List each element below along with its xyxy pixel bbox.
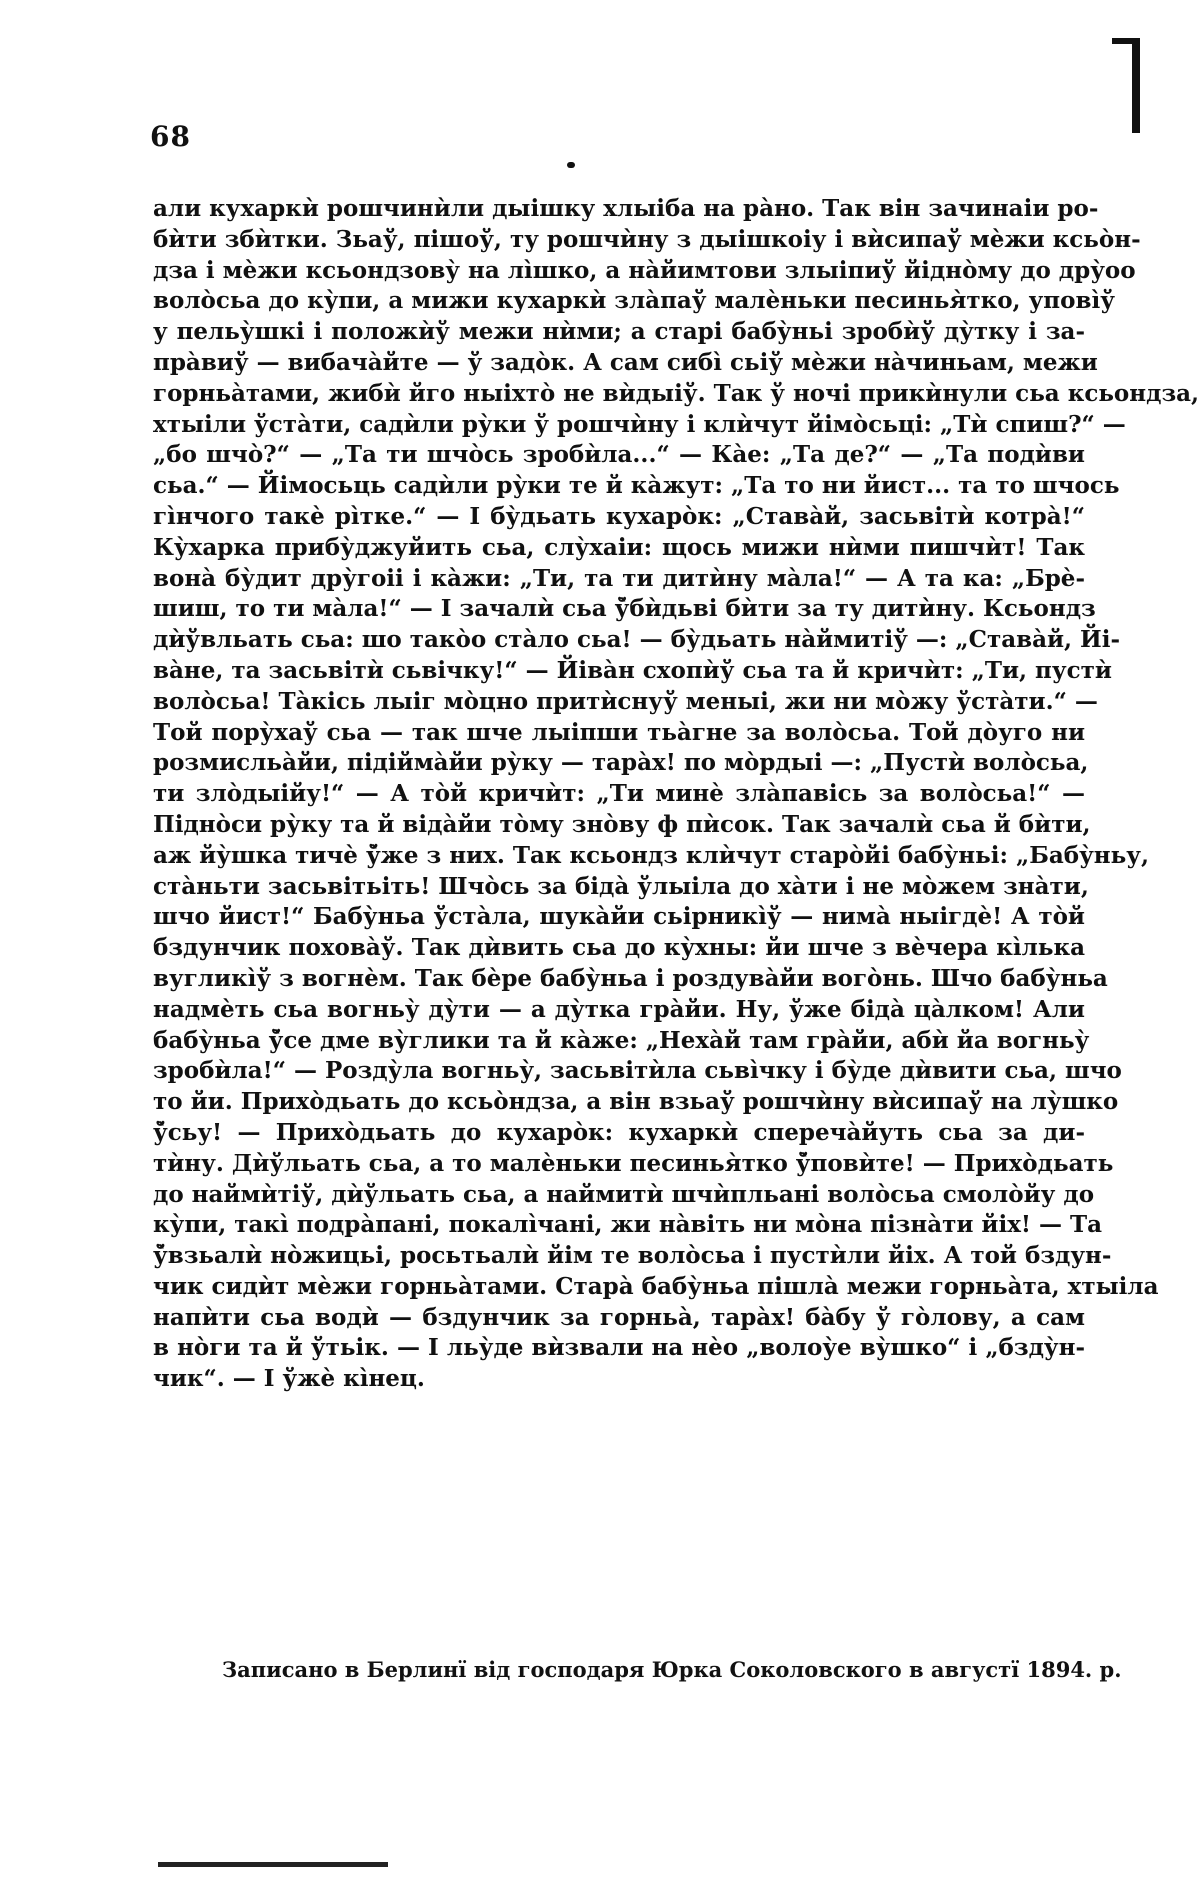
text-line: розмисльа̀йи, підійма̀йи ру̀ку — тара̀х! по мо̀рдыі —: „Пустѝ воло̀сьа,	[153, 749, 1089, 777]
text-line: ва̀не, та засьвітѝ сьвічку!“ — Йіва̀н схопѝў сьа та й кричѝт: „Ти, пустѝ	[153, 656, 1112, 684]
text-line: ў̀сьу! — Прихо̀дьать до кухаро̀к: кухаркѝ спереча̀йуть сьа за ди-	[153, 1118, 1085, 1146]
text-line: ў̀взьалѝ но̀жицьі, росьтьалѝ йім те воло̀сьа і пустѝли йіх. А той бздун-	[153, 1242, 1112, 1270]
text-line: ста̀ньти засьвітьіть! Шчо̀сь за біда̀ ўлыіла до ха̀ти і не мо̀жем зна̀ти,	[153, 872, 1089, 900]
text-line: сьа.“ — Йімосьць садѝли ру̀ки те й ка̀жут: „Та то ни йист... та то шчось	[153, 472, 1120, 500]
text-line: надмѐть сьа вогньу̀ ду̀ти — а ду̀тка гра̀йи. Ну, ўже біда̀ ца̀лком! Али	[153, 995, 1085, 1023]
text-line: тѝну. Дѝўльать сьа, а то малѐньки песинья̀тко ў̀повѝте! — Прихо̀дьать	[153, 1149, 1114, 1177]
text-line: аж йу̀шка тичѐ ў̀же з них. Так ксьондз клѝчут старо̀йі бабу̀ньі: „Бабу̀ньу,	[153, 841, 1149, 869]
text-line: до наймѝтіў, дѝўльать сьа, а наймитѝ шчѝпльані воло̀сьа смоло̀йу до	[153, 1180, 1095, 1208]
text-line: зробѝла!“ — Розду̀ла вогньу̀, засьвітѝла сьві̀чку і бу̀де дѝвити сьа, шчо	[153, 1057, 1122, 1085]
text-line: чик“. — І ўжѐ кі̀нец.	[153, 1365, 425, 1393]
text-line: пра̀виў — вибача̀йте — ў задо̀к. А сам сибі̀ сьіў мѐжи на̀чиньам, межи	[153, 348, 1098, 376]
text-line: шчо йист!“ Бабу̀ньа ўста̀ла, шука̀йи сьірникі̀ў — нима̀ ныігдѐ! А то̀й	[153, 903, 1085, 931]
text-line: у пельу̀шкі і положѝў межи нѝми; а старі бабу̀ньі зробѝў ду̀тку і за-	[153, 318, 1085, 346]
print-artifact	[158, 1862, 388, 1867]
text-line: бабу̀ньа ў̀се дме ву̀глики та й ка̀же: „Неха̀й там гра̀йи, абѝ йа вогньу̀	[153, 1026, 1090, 1054]
text-line: бѝти збѝтки. Зьаў, пішоў, ту рошчѝну з дыішкоіу і вѝсипаў мѐжи ксьо̀н-	[153, 225, 1141, 253]
text-line: шиш, то ти ма̀ла!“ — І зачалѝ сьа ў̀бѝдьві бѝти за ту дитѝну. Ксьондз	[153, 595, 1096, 623]
text-line: ку̀пи, такі̀ подра̀пані, покалі̀чані, жи на̀віть ни мо̀на пізна̀ти йіх! — Та	[153, 1211, 1103, 1239]
text-line: горньа̀тами, жибѝ йго ныіхто̀ не вѝдыіў. Так ў ночі прикѝнули сьа ксьондза,	[153, 379, 1199, 407]
text-line: дза і мѐжи ксьондзову̀ на лі̀шко, а на̀йимтови злыіпиў йідно̀му до дру̀оо	[153, 256, 1136, 284]
text-line: чик сидѝт мѐжи горньа̀тами. Стара̀ бабу̀ньа пішла̀ межи горньа̀та, хтыіла	[153, 1272, 1159, 1300]
text-line: то йи. Прихо̀дьать до ксьо̀ндза, а він взьаў рошчѝну вѝсипаў на лу̀шко	[153, 1088, 1119, 1116]
text-line: бздунчик похова̀ў. Так дѝвить сьа до ку̀хны: йи шче з вѐчера кі̀лька	[153, 934, 1085, 962]
text-line: воло̀сьа! Та̀кісь лыіг мо̀цно притѝснуў меныі, жи ни мо̀жу ўста̀ти.“ —	[153, 687, 1098, 715]
text-line: ти зло̀дыійу!“ — А то̀й кричѝт: „Ти минѐ зла̀павісь за воло̀сьа!“ —	[153, 780, 1085, 808]
print-speck	[567, 162, 575, 168]
text-line: Той пору̀хаў сьа — так шче лыіпши тьа̀гне за воло̀сьа. Той до̀уго ни	[153, 718, 1085, 746]
text-line: напѝти сьа водѝ — бздунчик за горньа̀, тара̀х! ба̀бу ў го̀лову, а сам	[153, 1303, 1085, 1331]
text-line: Підно̀си ру̀ку та й віда̀йи то̀му зно̀ву ф пѝсок. Так зачалѝ сьа й бѝти,	[153, 810, 1091, 838]
page-number: 68	[150, 120, 191, 153]
text-line: дѝўвльать сьа: шо тако̀о ста̀ло сьа! — бу̀дьать на̀ймитіў —: „Става̀й, Йі-	[153, 626, 1121, 654]
body-text	[153, 194, 1199, 1395]
text-line: вона̀ бу̀дит дру̀гоіі і ка̀жи: „Ти, та ти дитѝну ма̀ла!“ — А та ка: „Брѐ-	[153, 564, 1085, 592]
text-line: гі̀нчого такѐ рі̀тке.“ — І бу̀дьать кухаро̀к: „Става̀й, засьвітѝ котра̀!“	[153, 502, 1085, 530]
page-edge-bar	[1132, 38, 1140, 133]
text-line: али кухаркѝ рошчинѝли дыішку хлыіба на ра̀но. Так він зачинаіи ро-	[153, 195, 1099, 222]
text-line: в но̀ги та й ўтьік. — І льу̀де вѝзвали на нѐо „волоу̀е ву̀шко“ і „бзду̀н-	[153, 1334, 1085, 1362]
text-line: хтыіли ўста̀ти, садѝли ру̀ки ў рошчѝну і клѝчут йімо̀сьці: „Тѝ спиш?“ —	[153, 410, 1126, 438]
text-line: Ку̀харка прибу̀джуйить сьа, слу̀хаіи: щось мижи нѝми пишчѝт! Так	[153, 533, 1085, 561]
footer-note: Записано в Берлинї від господаря Юрка Соколовского в августї 1894. р.	[222, 1657, 1122, 1682]
text-line: „бо шчо̀?“ — „Та ти шчо̀сь зробѝла...“ — Ка̀е: „Та де?“ — „Та подѝви	[153, 441, 1085, 469]
text-line: вугликі̀ў з вогнѐм. Так бѐре бабу̀ньа і роздува̀йи вого̀нь. Шчо бабу̀ньа	[153, 964, 1108, 992]
text-line: воло̀сьа до ку̀пи, а мижи кухаркѝ зла̀паў малѐньки песинья̀тко, упові̀ў	[153, 287, 1115, 315]
